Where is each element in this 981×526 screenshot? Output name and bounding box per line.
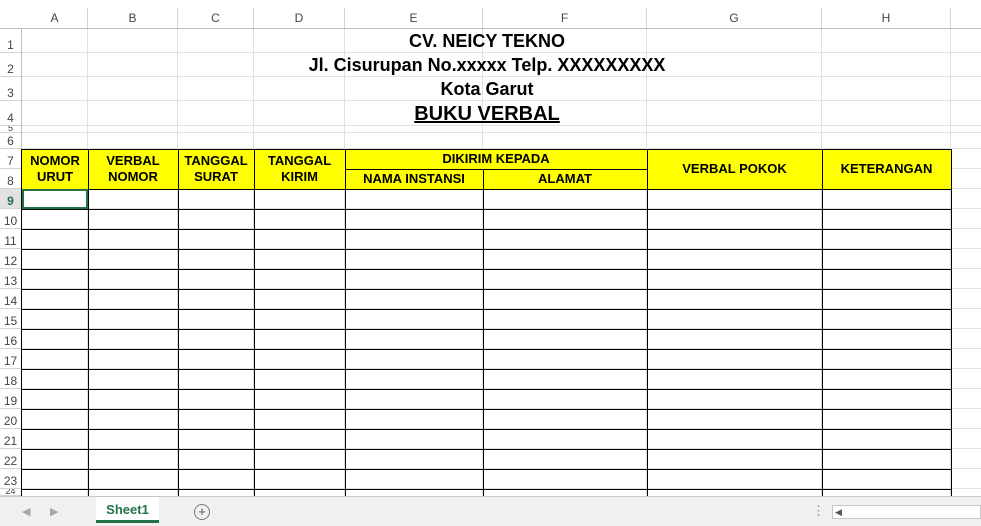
row-header-15[interactable]: 15	[0, 309, 21, 329]
row-header-11[interactable]: 11	[0, 229, 21, 249]
document-title: BUKU VERBAL	[414, 103, 560, 125]
column-header-d[interactable]: D	[254, 8, 345, 28]
row-header-23[interactable]: 23	[0, 469, 21, 489]
column-header-b[interactable]: B	[88, 8, 178, 28]
company-name: CV. NEICY TEKNO	[408, 31, 566, 51]
row-header-22[interactable]: 22	[0, 449, 21, 469]
company-address: Jl. Cisurupan No.xxxxx Telp. XXXXXXXXX	[308, 55, 666, 75]
table-border-line	[21, 389, 952, 390]
table-border-line	[254, 149, 255, 496]
row-header-13[interactable]: 13	[0, 269, 21, 289]
table-border-line	[21, 429, 952, 430]
grid-line-horizontal	[22, 125, 981, 126]
table-border-line	[345, 169, 647, 170]
table-border-line	[21, 269, 952, 270]
table-border-line	[21, 469, 952, 470]
scroll-tabs-left-icon[interactable]: ◀	[22, 506, 31, 518]
active-cell-a9[interactable]	[22, 189, 88, 209]
table-border-line	[345, 149, 346, 496]
column-header-a[interactable]: A	[22, 8, 88, 28]
row-header-16[interactable]: 16	[0, 329, 21, 349]
table-border-line	[21, 309, 952, 310]
table-border-line	[21, 449, 952, 450]
row-header-21[interactable]: 21	[0, 429, 21, 449]
add-sheet-icon[interactable]: +	[194, 504, 210, 520]
row-header-9[interactable]: 9	[0, 189, 21, 209]
row-header-3[interactable]: 3	[0, 77, 21, 101]
header-verbal-pokok[interactable]: VERBAL POKOK	[682, 161, 787, 176]
grid-line-horizontal	[22, 76, 981, 77]
table-border-line	[21, 249, 952, 250]
grid-line-horizontal	[22, 100, 981, 101]
column-header-c[interactable]: C	[178, 8, 254, 28]
header-keterangan[interactable]: KETERANGAN	[840, 161, 933, 176]
row-header-19[interactable]: 19	[0, 389, 21, 409]
sheet-tab-bar	[0, 496, 981, 526]
table-border-line	[21, 289, 952, 290]
more-options-icon[interactable]: ⋮	[812, 503, 825, 518]
table-border-line	[21, 229, 952, 230]
column-header-divider	[0, 28, 981, 29]
header-alamat[interactable]: ALAMAT	[538, 171, 592, 186]
table-border-line	[647, 149, 648, 496]
table-border-line	[483, 169, 484, 496]
sheet-tab-sheet1[interactable]: Sheet1	[96, 497, 159, 523]
column-header-f[interactable]: F	[483, 8, 647, 28]
table-border-line	[21, 369, 952, 370]
row-header-6[interactable]: 6	[0, 133, 21, 149]
column-header-e[interactable]: E	[345, 8, 483, 28]
grid-line-horizontal	[22, 132, 981, 133]
row-header-10[interactable]: 10	[0, 209, 21, 229]
header-nama-instansi[interactable]: NAMA INSTANSI	[363, 171, 465, 186]
table-border-line	[21, 209, 952, 210]
table-border-line	[21, 349, 952, 350]
table-border-line	[178, 149, 179, 496]
row-header-18[interactable]: 18	[0, 369, 21, 389]
row-header-7[interactable]: 7	[0, 149, 21, 169]
table-border-line	[21, 409, 952, 410]
row-header-20[interactable]: 20	[0, 409, 21, 429]
scroll-left-icon[interactable]: ◀	[835, 507, 842, 517]
header-nomor-urut[interactable]: NOMOR URUT	[30, 153, 80, 184]
row-header-5[interactable]: 5	[0, 126, 21, 133]
horizontal-scrollbar[interactable]	[832, 505, 981, 519]
grid-line-horizontal	[22, 52, 981, 53]
header-dikirim-kepada[interactable]: DIKIRIM KEPADA	[442, 151, 550, 166]
column-header-h[interactable]: H	[822, 8, 951, 28]
header-tanggal-surat[interactable]: TANGGAL SURAT	[184, 153, 248, 184]
scroll-tabs-right-icon[interactable]: ▶	[50, 506, 59, 518]
row-header-8[interactable]: 8	[0, 169, 21, 189]
header-verbal-nomor[interactable]: VERBAL NOMOR	[106, 153, 160, 184]
row-header-17[interactable]: 17	[0, 349, 21, 369]
table-border-line	[21, 489, 952, 490]
company-city: Kota Garut	[440, 79, 534, 99]
table-border-line	[822, 149, 823, 496]
row-header-12[interactable]: 12	[0, 249, 21, 269]
row-header-24[interactable]: 24	[0, 489, 21, 496]
row-header-2[interactable]: 2	[0, 53, 21, 77]
table-border-line	[21, 329, 952, 330]
row-header-4[interactable]: 4	[0, 101, 21, 126]
table-border-line	[951, 149, 952, 496]
table-border-line	[21, 189, 952, 190]
row-header-1[interactable]: 1	[0, 29, 21, 53]
table-border-line	[21, 149, 952, 150]
column-header-g[interactable]: G	[647, 8, 822, 28]
row-header-14[interactable]: 14	[0, 289, 21, 309]
header-tanggal-kirim[interactable]: TANGGAL KIRIM	[267, 153, 332, 184]
table-border-line	[88, 149, 89, 496]
